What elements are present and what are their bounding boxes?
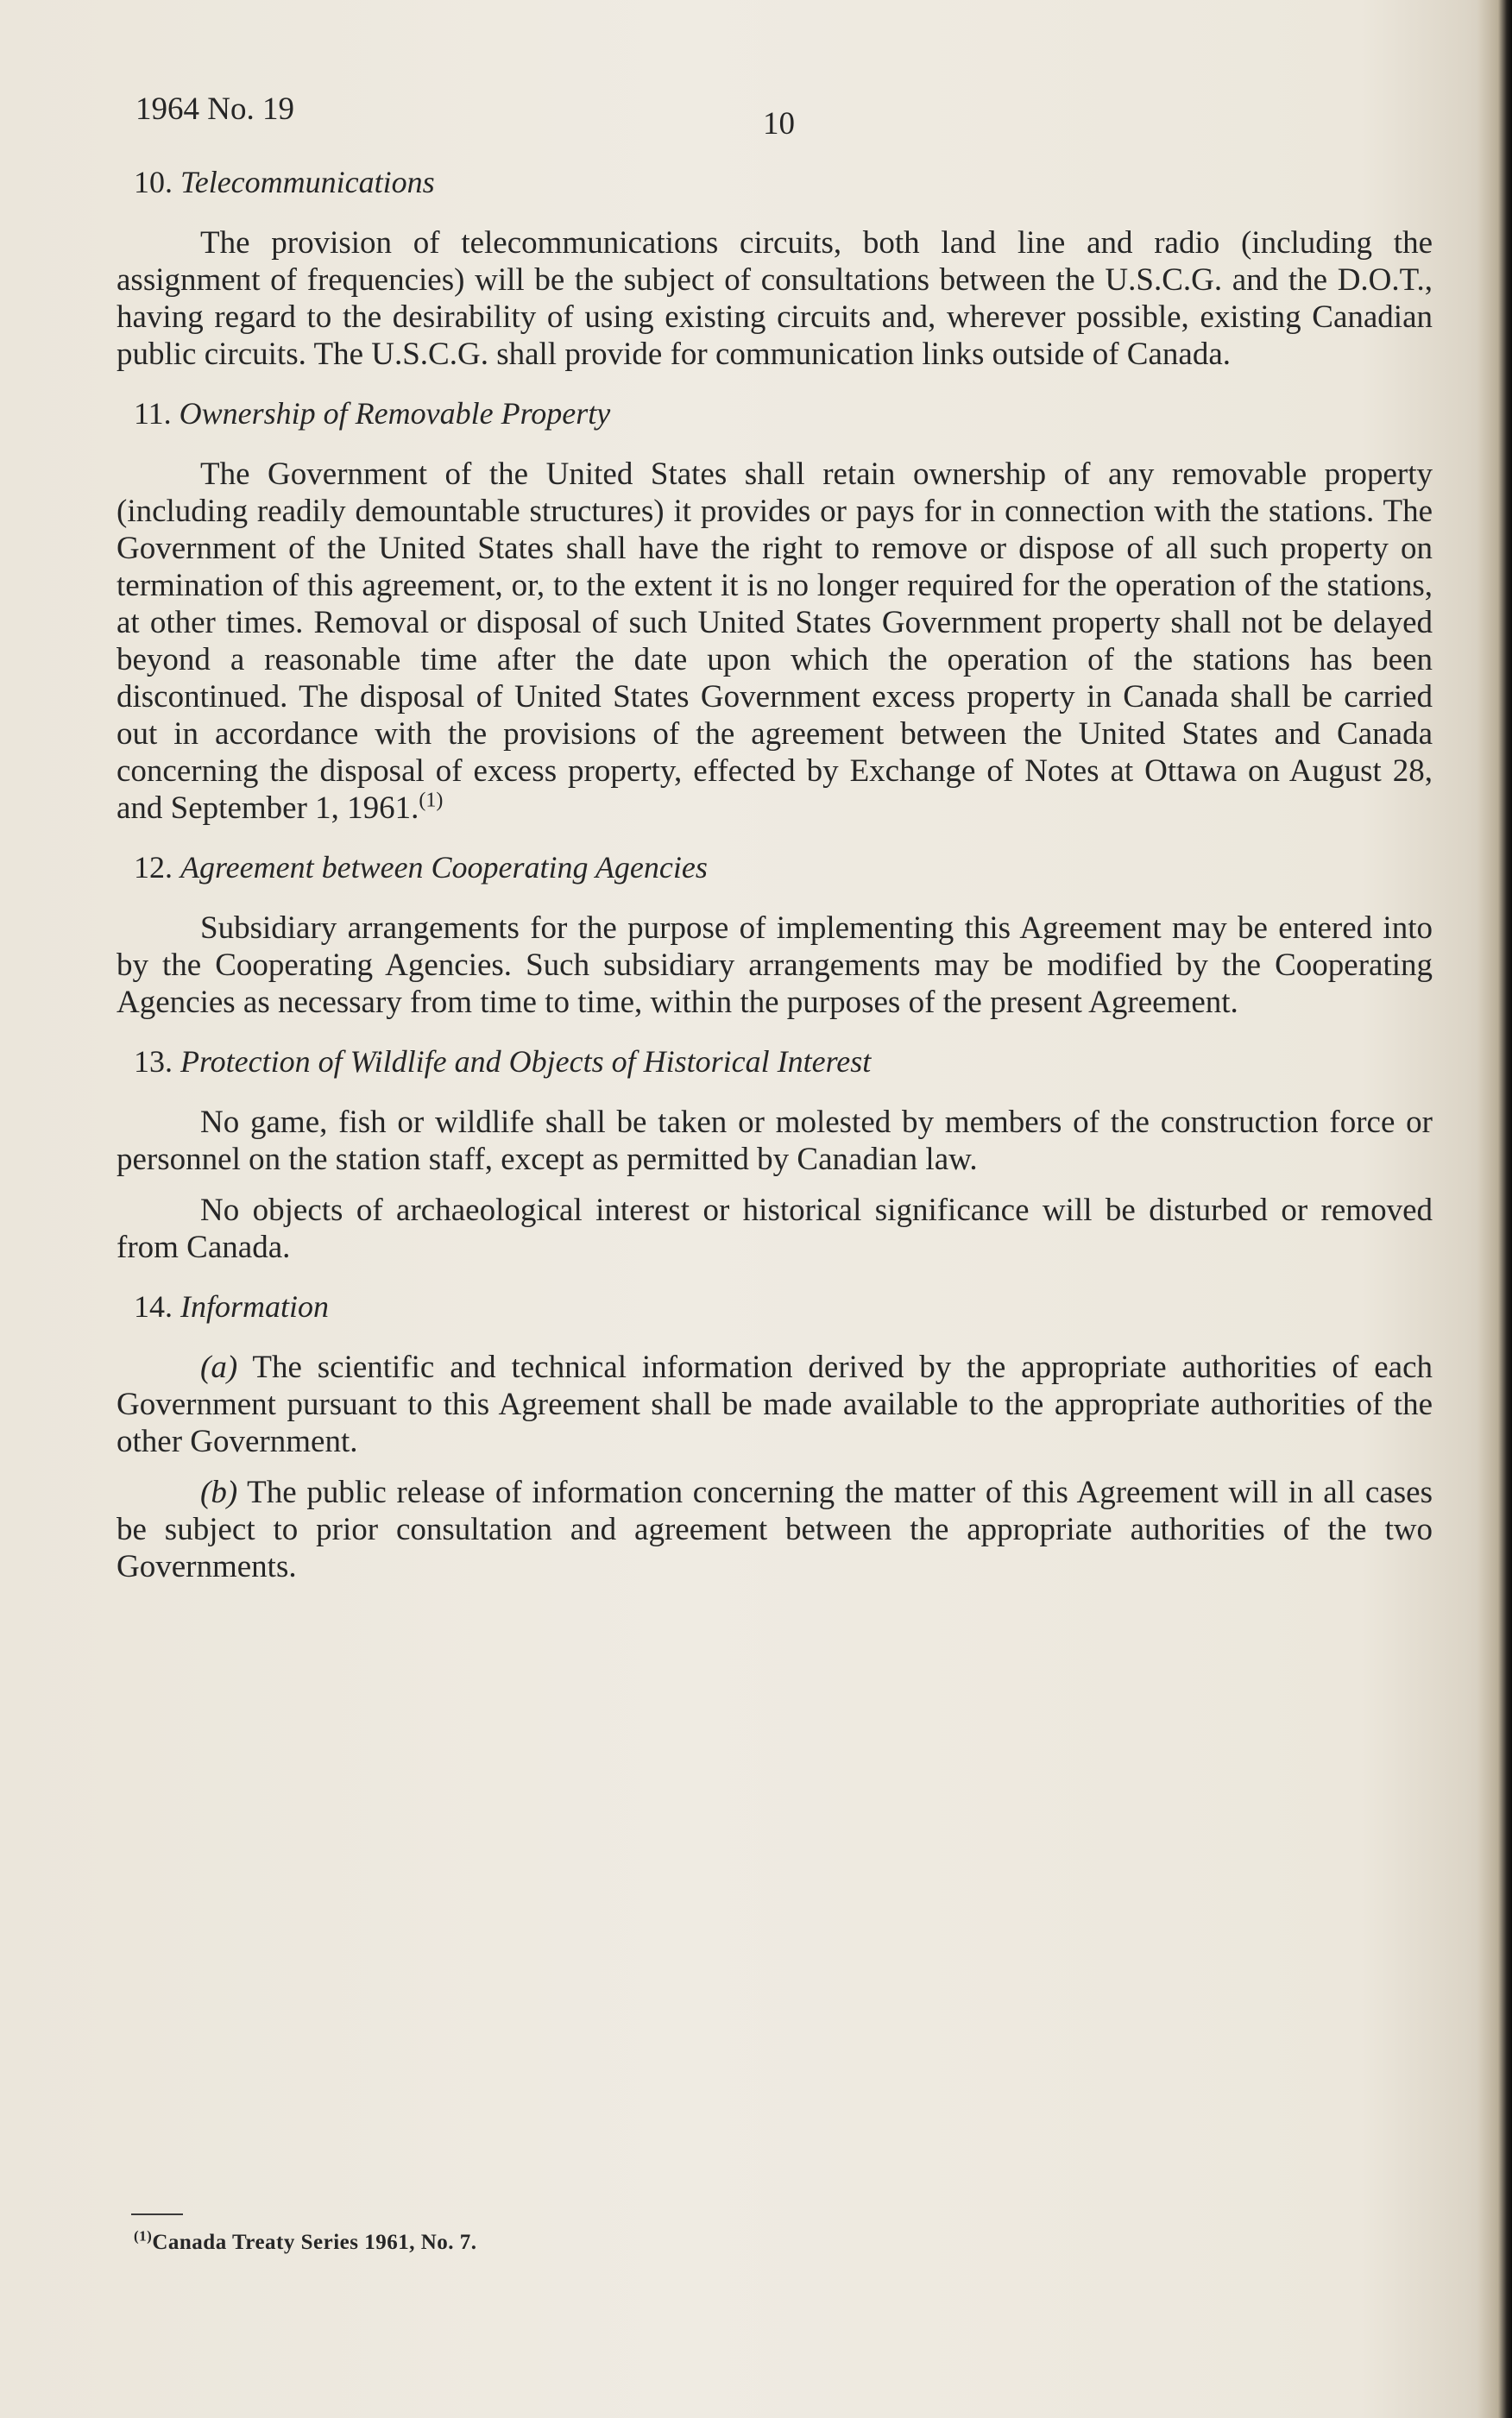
paragraph [117,1349,1433,1460]
paragraph-text: The provision of telecommunications circuits, both land line and radio (including the assignment of frequencies) will be the subject of consultations between the U.S.C.G. and the D.O.T., having regard to the desirability of using existing circuits and, wherever possible, existing Canadian public circuits. The U.S.C.G. shall provide for communication links outside of Canada. [117,225,1433,372]
section-ownership-of-removable-property [117,394,1433,827]
section-number: 11. [134,396,172,431]
footnote-reference: (1) [419,789,444,812]
paragraph [117,224,1433,373]
section-title: Ownership of Removable Property [179,396,611,431]
footnote [134,2227,477,2255]
paragraph [117,456,1433,827]
paragraph [117,910,1433,1021]
section-heading [134,847,1433,887]
section-protection-of-wildlife [117,1042,1433,1266]
paragraph-label: (b) [200,1475,238,1510]
section-heading [134,1042,1433,1081]
body-text [117,162,1433,1606]
section-heading [134,394,1433,433]
section-telecommunications [117,162,1433,373]
section-agreement-between-cooperating-agencies [117,847,1433,1021]
footnote-marker: (1) [134,2227,153,2245]
paragraph-label: (a) [200,1350,238,1385]
paragraph [117,1104,1433,1178]
section-title: Protection of Wildlife and Objects of Historical Interest [180,1044,872,1079]
running-head: 1964 No. 19 [135,91,294,127]
paragraph-text: No objects of archaeological interest or historical significance will be disturbed or removed from Canada. [117,1193,1433,1265]
footnote-divider [131,2213,183,2215]
paragraph-text: Subsidiary arrangements for the purpose of implementing this Agreement may be entered into by the Cooperating Agencies. Such subsidiary arrangements may be modified by the Cooperating Agencies as necessary from time to time, within the purposes of the present Agreement. [117,910,1433,1020]
page-number: 10 [763,106,795,142]
section-title: Information [180,1289,330,1324]
paragraph-text: The scientific and technical information derived by the appropriate authorities of each Government pursuant to this Agreement shall be made available to the appropriate authorities of the other Government. [117,1350,1433,1459]
paragraph [117,1192,1433,1266]
book-spine-shadow [1477,0,1512,2418]
section-title: Telecommunications [180,165,435,199]
paragraph-text: No game, fish or wildlife shall be taken or molested by members of the construction force or personnel on the station staff, except as permitted by Canadian law. [117,1105,1433,1177]
paragraph [117,1474,1433,1585]
paragraph-text: The public release of information concerning the matter of this Agreement will in all cases be subject to prior consultation and agreement between the appropriate authorities of the two Governments. [117,1475,1433,1584]
footnote-text: Canada Treaty Series 1961, No. 7. [152,2231,477,2254]
section-number: 13. [134,1044,173,1079]
section-heading [134,162,1433,202]
section-number: 14. [134,1289,173,1324]
section-heading [134,1287,1433,1326]
section-number: 12. [134,850,173,885]
paragraph-text: The Government of the United States shall retain ownership of any removable property (including readily demountable structures) it provides or pays for in connection with the stations. The Government of the United States shall have the right to remove or dispose of all such property on termination of this agreement, or, to the extent it is no longer required for the operation of the stations, at other times. Removal or disposal of such United States Government property shall not be delayed beyond a reasonable time after the date upon which the operation of the stations has been discontinued. The disposal of United States Government excess property in Canada shall be carried out in accordance with the provisions of the agreement between the United States and Canada concerning the disposal of excess property, effected by Exchange of Notes at Ottawa on August 28, and September 1, 1961. [117,457,1433,826]
section-number: 10. [134,165,173,199]
section-title: Agreement between Cooperating Agencies [180,850,708,885]
section-information [117,1287,1433,1585]
